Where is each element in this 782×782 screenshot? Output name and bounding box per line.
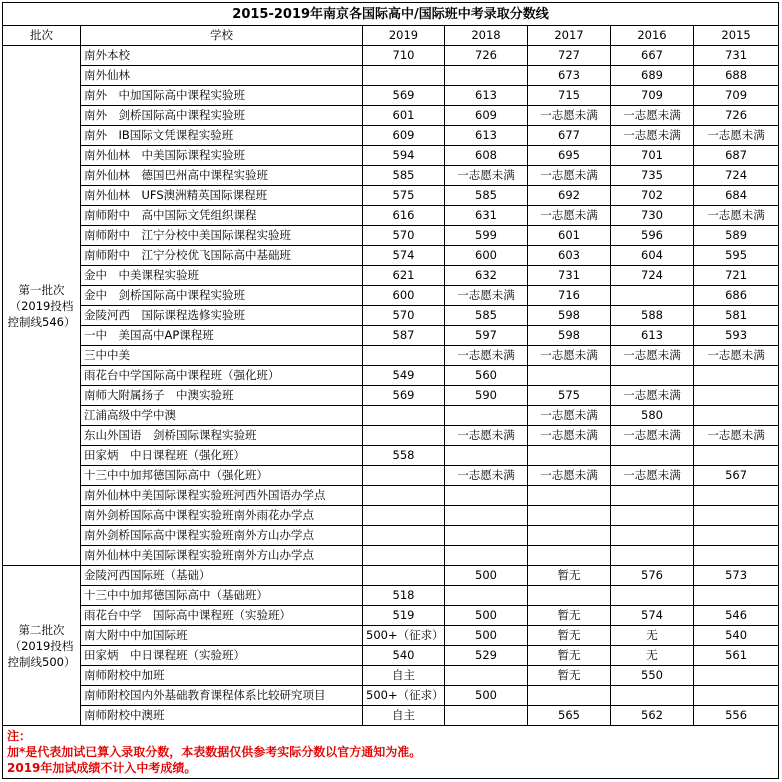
score-cell: 735 [611,166,694,186]
score-cell: 726 [694,106,779,126]
score-cell: 无 [611,646,694,666]
school-cell: 江浦高级中学中澳 [81,406,363,426]
school-cell: 南师附校国内外基础教育课程体系比较研究项目 [81,686,363,706]
table-row [3,306,779,326]
school-cell: 金陵河西 国际课程选修实验班 [81,306,363,326]
score-cell: 一志愿未满 [694,426,779,446]
score-cell: 600 [363,286,445,306]
score-cell: 518 [363,586,445,606]
score-cell [694,446,779,466]
score-cell: 500 [445,566,528,586]
score-cell: 687 [694,146,779,166]
score-cell: 自主 [363,706,445,726]
score-cell: 一志愿未满 [528,206,611,226]
table-row [3,586,779,606]
score-cell: 574 [611,606,694,626]
score-cell: 一志愿未满 [445,346,528,366]
score-cell: 684 [694,186,779,206]
school-cell: 雨花台中学国际高中课程班（强化班） [81,366,363,386]
batch-line: 控制线546） [7,314,76,329]
score-cell: 565 [528,706,611,726]
score-cell: 599 [445,226,528,246]
table-row [3,346,779,366]
score-cell: 632 [445,266,528,286]
school-cell: 南师附校中澳班 [81,706,363,726]
note-line: 注： [7,729,32,743]
score-cell [363,406,445,426]
score-cell [528,686,611,706]
school-cell: 南外仙林 [81,66,363,86]
table-row [3,606,779,626]
score-table [2,2,779,779]
header-2016: 2016 [611,26,694,46]
note-line: 加*是代表加试已算入录取分数，本表数据仅供参考实际分数以官方通知为准。 [7,745,422,759]
score-cell: 575 [528,386,611,406]
score-cell: 673 [528,66,611,86]
score-cell [611,526,694,546]
school-cell: 南师大附属扬子 中澳实验班 [81,386,363,406]
score-cell: 731 [694,46,779,66]
score-cell: 一志愿未满 [445,426,528,446]
score-cell: 601 [363,106,445,126]
score-cell: 556 [694,706,779,726]
score-cell [363,486,445,506]
table-row [3,446,779,466]
header-row [3,26,779,46]
school-cell: 南外仙林 德国巴州高中课程实验班 [81,166,363,186]
score-cell: 529 [445,646,528,666]
school-cell: 南师附中 江宁分校中美国际课程实验班 [81,226,363,246]
table-row [3,686,779,706]
score-cell: 594 [363,146,445,166]
score-cell [445,666,528,686]
score-cell: 暂无 [528,566,611,586]
school-cell: 南外 中加国际高中课程实验班 [81,86,363,106]
batch-line: 第一批次 [18,282,65,297]
score-cell: 549 [363,366,445,386]
score-cell: 726 [445,46,528,66]
score-cell: 561 [694,646,779,666]
batch-cell [3,46,81,566]
table-row [3,206,779,226]
school-cell: 田家炳 中日课程班（强化班） [81,446,363,466]
score-cell [445,486,528,506]
score-cell: 710 [363,46,445,66]
school-cell: 南外仙林中美国际课程实验班河西外国语办学点 [81,486,363,506]
table-row [3,286,779,306]
score-cell: 550 [611,666,694,686]
note-line: 2019年加试成绩不计入中考成绩。 [7,761,197,775]
score-cell: 603 [528,246,611,266]
header-2017: 2017 [528,26,611,46]
score-cell: 一志愿未满 [694,206,779,226]
score-cell: 546 [694,606,779,626]
score-cell: 一志愿未满 [528,466,611,486]
score-cell: 一志愿未满 [528,346,611,366]
table-title: 2015-2019年南京各国际高中/国际班中考录取分数线 [3,3,779,26]
score-cell: 631 [445,206,528,226]
score-cell: 609 [445,106,528,126]
school-cell: 南外 IB国际文凭课程实验班 [81,126,363,146]
score-cell: 暂无 [528,606,611,626]
batch-line: 第二批次 [18,622,65,637]
header-2015: 2015 [694,26,779,46]
score-cell [363,506,445,526]
score-cell: 596 [611,226,694,246]
score-cell: 709 [694,86,779,106]
school-cell: 田家炳 中日课程班（实验班） [81,646,363,666]
score-cell: 560 [445,366,528,386]
score-cell: 621 [363,266,445,286]
score-cell: 暂无 [528,666,611,686]
score-cell: 569 [363,386,445,406]
score-cell [694,526,779,546]
score-cell: 667 [611,46,694,66]
score-cell: 604 [611,246,694,266]
school-cell: 金中 剑桥国际高中课程实验班 [81,286,363,306]
school-cell: 三中中美 [81,346,363,366]
score-cell [611,506,694,526]
score-cell [528,586,611,606]
score-cell: 702 [611,186,694,206]
batch-line: 控制线500） [7,654,76,669]
table-row [3,46,779,66]
score-cell [611,546,694,566]
score-cell [445,546,528,566]
score-cell: 721 [694,266,779,286]
score-cell [445,446,528,466]
school-cell: 十三中中加邦德国际高中（基础班） [81,586,363,606]
score-cell: 一志愿未满 [528,106,611,126]
score-cell: 595 [694,246,779,266]
score-cell: 500 [445,606,528,626]
score-cell: 587 [363,326,445,346]
score-cell [528,446,611,466]
table-row [3,186,779,206]
score-cell: 500+（征求） [363,686,445,706]
header-batch: 批次 [3,26,81,46]
score-cell [611,686,694,706]
score-cell: 715 [528,86,611,106]
score-cell: 一志愿未满 [611,126,694,146]
score-cell: 686 [694,286,779,306]
batch-line: （2019投档 [9,638,74,653]
score-cell: 一志愿未满 [611,346,694,366]
score-cell: 一志愿未满 [528,426,611,446]
score-cell [445,526,528,546]
notes-row [3,726,779,779]
score-cell [611,486,694,506]
table-row [3,66,779,86]
score-cell: 519 [363,606,445,626]
table-row [3,166,779,186]
score-cell: 701 [611,146,694,166]
school-cell: 南外本校 [81,46,363,66]
school-cell: 南外仙林 中美国际课程实验班 [81,146,363,166]
header-2019: 2019 [363,26,445,46]
score-cell [445,706,528,726]
score-cell [611,446,694,466]
score-cell: 一志愿未满 [611,386,694,406]
score-cell: 609 [363,126,445,146]
score-cell [363,566,445,586]
score-cell: 569 [363,86,445,106]
score-cell: 暂无 [528,646,611,666]
score-cell: 585 [363,166,445,186]
score-cell [694,366,779,386]
table-row [3,566,779,586]
score-cell: 540 [694,626,779,646]
score-cell: 一志愿未满 [445,466,528,486]
score-cell [694,506,779,526]
score-cell: 616 [363,206,445,226]
score-cell: 581 [694,306,779,326]
header-school: 学校 [81,26,363,46]
score-cell: 695 [528,146,611,166]
score-cell: 689 [611,66,694,86]
score-cell [528,546,611,566]
score-cell: 613 [445,126,528,146]
score-cell: 588 [611,306,694,326]
school-cell: 南外仙林 UFS澳洲精英国际课程班 [81,186,363,206]
score-cell: 598 [528,306,611,326]
score-cell: 一志愿未满 [445,166,528,186]
school-cell: 南外剑桥国际高中课程实验班南外雨花办学点 [81,506,363,526]
score-cell: 709 [611,86,694,106]
score-cell: 677 [528,126,611,146]
score-cell: 一志愿未满 [445,286,528,306]
table-row [3,486,779,506]
score-cell [445,66,528,86]
score-cell: 562 [611,706,694,726]
table-row [3,706,779,726]
school-cell: 一中 美国高中AP课程班 [81,326,363,346]
score-cell: 600 [445,246,528,266]
score-cell [528,526,611,546]
score-cell [694,486,779,506]
header-2018: 2018 [445,26,528,46]
score-cell: 500+（征求） [363,626,445,646]
table-row [3,326,779,346]
score-cell: 580 [611,406,694,426]
score-cell: 724 [611,266,694,286]
school-cell: 南师附校中加班 [81,666,363,686]
table-row [3,546,779,566]
score-cell: 585 [445,306,528,326]
score-cell: 574 [363,246,445,266]
score-cell: 601 [528,226,611,246]
score-cell: 无 [611,626,694,646]
score-cell [694,666,779,686]
score-cell [445,506,528,526]
score-cell [445,586,528,606]
score-cell: 727 [528,46,611,66]
batch-cell [3,566,81,726]
school-cell: 南外 剑桥国际高中课程实验班 [81,106,363,126]
score-cell: 597 [445,326,528,346]
score-table-sheet [2,2,778,779]
score-cell: 一志愿未满 [611,426,694,446]
score-cell: 585 [445,186,528,206]
score-cell: 730 [611,206,694,226]
score-cell: 一志愿未满 [528,166,611,186]
batch-line: （2019投档 [9,298,74,313]
score-cell: 570 [363,306,445,326]
score-cell: 一志愿未满 [694,126,779,146]
table-row [3,366,779,386]
score-cell: 573 [694,566,779,586]
table-row [3,246,779,266]
score-cell: 608 [445,146,528,166]
score-cell: 540 [363,646,445,666]
table-row [3,266,779,286]
score-cell: 589 [694,226,779,246]
score-cell [694,546,779,566]
table-row [3,506,779,526]
score-cell [363,546,445,566]
score-cell: 688 [694,66,779,86]
score-cell: 613 [445,86,528,106]
score-cell: 567 [694,466,779,486]
notes-cell [3,726,779,779]
score-cell: 558 [363,446,445,466]
table-row [3,146,779,166]
table-row [3,466,779,486]
school-cell: 南外仙林中美国际课程实验班南外方山办学点 [81,546,363,566]
score-cell [445,406,528,426]
score-cell [694,586,779,606]
score-cell: 724 [694,166,779,186]
score-cell [363,426,445,446]
table-row [3,666,779,686]
score-cell: 500 [445,626,528,646]
score-cell: 593 [694,326,779,346]
school-cell: 南外剑桥国际高中课程实验班南外方山办学点 [81,526,363,546]
school-cell: 金陵河西国际班（基础） [81,566,363,586]
score-cell: 716 [528,286,611,306]
school-cell: 南师附中 江宁分校优飞国际高中基础班 [81,246,363,266]
school-cell: 金中 中美课程实验班 [81,266,363,286]
table-row [3,426,779,446]
table-row [3,406,779,426]
score-cell: 一志愿未满 [528,406,611,426]
title-row [3,3,779,26]
table-row [3,646,779,666]
score-cell [363,66,445,86]
score-cell: 590 [445,386,528,406]
score-cell: 一志愿未满 [611,106,694,126]
score-cell [528,486,611,506]
score-cell [694,386,779,406]
score-cell: 613 [611,326,694,346]
score-cell: 一志愿未满 [694,346,779,366]
school-cell: 雨花台中学 国际高中课程班（实验班） [81,606,363,626]
score-cell [363,346,445,366]
score-cell [528,506,611,526]
score-cell: 570 [363,226,445,246]
score-cell: 576 [611,566,694,586]
table-row [3,226,779,246]
score-cell: 500 [445,686,528,706]
score-cell [611,286,694,306]
school-cell: 十三中中加邦德国际高中（强化班） [81,466,363,486]
score-cell [611,366,694,386]
school-cell: 南大附中中加国际班 [81,626,363,646]
score-cell: 731 [528,266,611,286]
score-cell [528,366,611,386]
school-cell: 南师附中 高中国际文凭组织课程 [81,206,363,226]
table-row [3,526,779,546]
table-row [3,626,779,646]
score-cell [694,406,779,426]
score-cell: 暂无 [528,626,611,646]
table-row [3,86,779,106]
score-cell: 575 [363,186,445,206]
table-row [3,126,779,146]
score-cell [694,686,779,706]
score-cell: 598 [528,326,611,346]
table-row [3,106,779,126]
school-cell: 东山外国语 剑桥国际课程实验班 [81,426,363,446]
score-cell: 自主 [363,666,445,686]
score-cell: 一志愿未满 [611,466,694,486]
score-cell [363,526,445,546]
score-cell [363,466,445,486]
score-cell: 692 [528,186,611,206]
score-cell [611,586,694,606]
table-row [3,386,779,406]
